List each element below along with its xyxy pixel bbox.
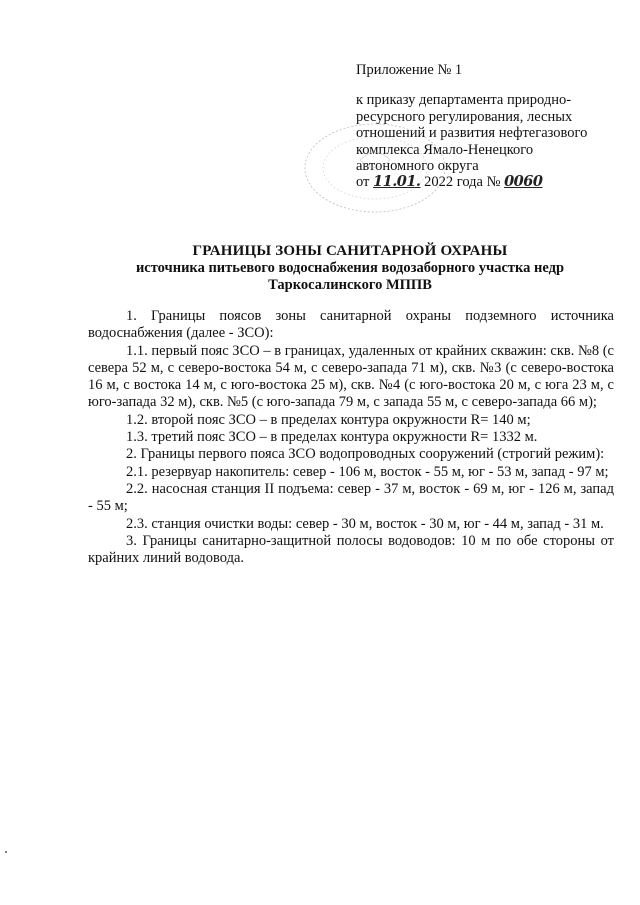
- title-line: ГРАНИЦЫ ЗОНЫ САНИТАРНОЙ ОХРАНЫ: [192, 243, 508, 259]
- paragraph: 1.3. третий пояс ЗСО – в пределах контура окружности R= 1332 м.: [126, 429, 538, 446]
- faded-seal-stamp: [300, 120, 450, 215]
- appendix-line: автономного округа: [356, 158, 479, 175]
- paragraph: 1. Границы поясов зоны санитарной охраны подземного источника водоснабжения (далее - ЗСО):: [88, 308, 614, 342]
- paragraph: 3. Границы санитарно-защитной полосы водоводов: 10 м по обе стороны от крайних линий водовода.: [88, 532, 614, 567]
- handwritten-date: 11.01.: [373, 173, 421, 191]
- date-prefix: от: [356, 174, 370, 191]
- year-text: 2022 года №: [424, 174, 501, 191]
- appendix-line: комплекса Ямало-Ненецкого: [356, 141, 534, 158]
- appendix-number: Приложение № 1: [356, 62, 463, 78]
- document-title: [100, 242, 600, 294]
- appendix-line: к приказу департамента природно-: [356, 92, 572, 109]
- subtitle-line: Таркосалинского МППВ: [268, 277, 432, 293]
- appendix-line: отношений и развития нефтегазового: [356, 125, 588, 142]
- paragraph: 1.1. первый пояс ЗСО – в границах, удаленных от крайних скважин: скв. №8 (с севера 52 м, с северо-востока 54 м, с северо-запада 71 м), скв. №3 (с северо-востока 16 м, с востока 14 м, с юго-востока 25 м), скв. №4 (с юго-востока 20 м, с юга 23 м, с юго-запада 32 м), скв. №5 (с юго-запада 79 м, с запада 55 м, с северо-запада 66 м);: [88, 342, 614, 411]
- document-body: [88, 308, 614, 567]
- appendix-line: ресурсного регулирования, лесных: [356, 108, 573, 125]
- subtitle-line: источника питьевого водоснабжения водозаборного участка недр: [135, 260, 565, 276]
- paragraph: 2. Границы первого пояса ЗСО водопроводных сооружений (строгий режим):: [126, 446, 605, 463]
- paragraph: 2.1. резервуар накопитель: север - 106 м, восток - 55 м, юг - 53 м, запад - 97 м;: [126, 463, 609, 480]
- paragraph: 2.2. насосная станция II подъема: север - 37 м, восток - 69 м, юг - 126 м, запад - 55 м;: [88, 480, 614, 515]
- handwritten-order-number: 0060: [504, 173, 543, 191]
- scan-speck: [5, 851, 7, 853]
- paragraph: 1.2. второй пояс ЗСО – в пределах контура окружности R= 140 м;: [126, 411, 531, 428]
- paragraph: 2.3. станция очистки воды: север - 30 м, восток - 30 м, юг - 44 м, запад - 31 м.: [126, 515, 604, 532]
